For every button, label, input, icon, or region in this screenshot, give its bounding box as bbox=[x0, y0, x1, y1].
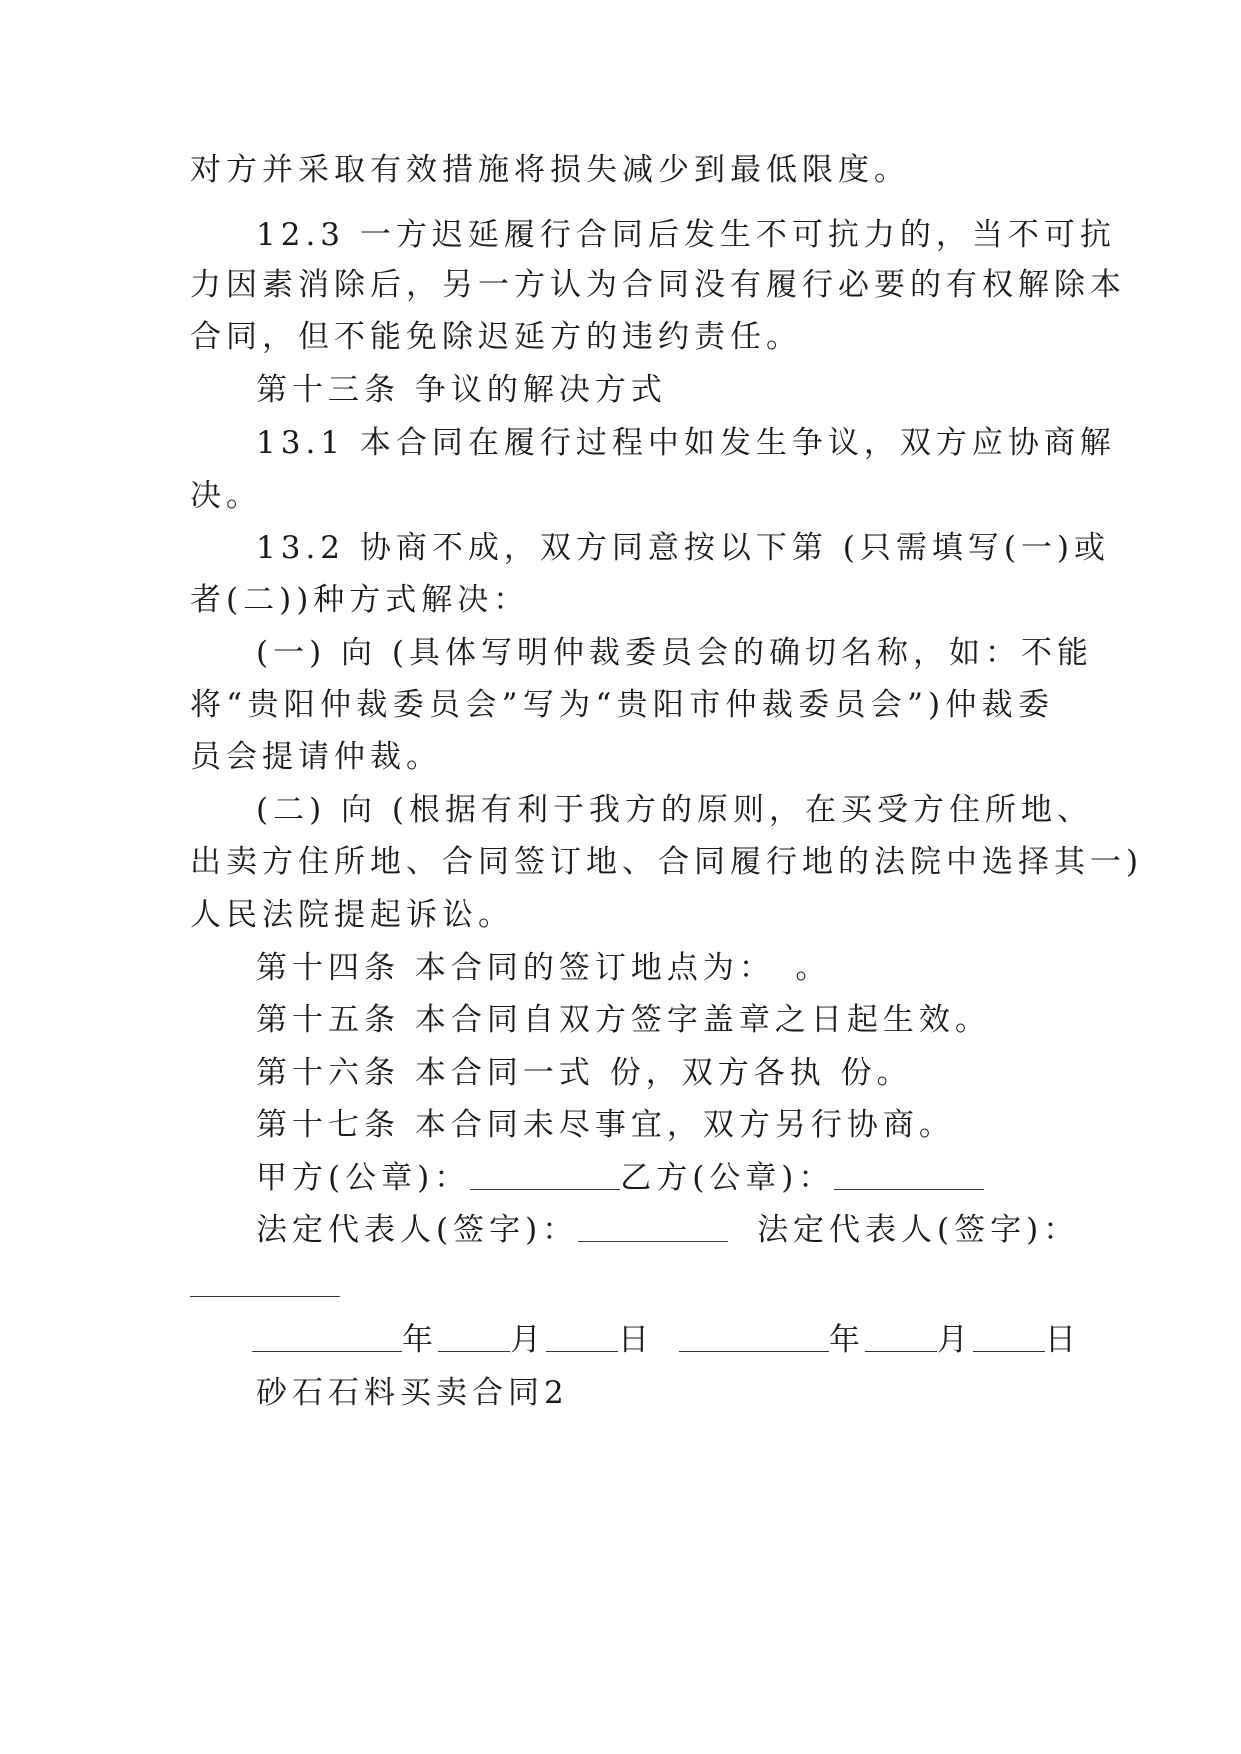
paragraph-line: 人民法院提起诉讼。 bbox=[190, 897, 514, 933]
rep-a-label: 法定代表人(签字)： bbox=[256, 1212, 579, 1248]
party-a-label: 甲方(公章)： bbox=[256, 1160, 471, 1196]
month-blank-a bbox=[438, 1325, 510, 1352]
paragraph-line: 决。 bbox=[190, 478, 262, 514]
month-label: 月 bbox=[936, 1322, 973, 1358]
year-label: 年 bbox=[402, 1322, 438, 1358]
party-b-label: 乙方(公章)： bbox=[620, 1160, 835, 1196]
clause-13-1-line: 13.1 本合同在履行过程中如发生争议，双方应协商解 bbox=[256, 425, 1116, 461]
date-line bbox=[252, 1320, 1081, 1360]
day-blank-a bbox=[546, 1325, 618, 1352]
clause-13-2-line: 13.2 协商不成，双方同意按以下第 (只需填写(一)或 bbox=[256, 530, 1111, 566]
rep-b-blank bbox=[190, 1270, 340, 1297]
rep-b-blank-line bbox=[190, 1265, 340, 1305]
rep-a-blank bbox=[578, 1215, 728, 1242]
rep-b-label: 法定代表人(签字)： bbox=[757, 1212, 1080, 1248]
option-2-line: (二) 向 (根据有利于我方的原则，在买受方住所地、 bbox=[256, 792, 1093, 828]
year-blank-a bbox=[252, 1325, 402, 1352]
article-16-line: 第十六条 本合同一式 份，双方各执 份。 bbox=[256, 1055, 913, 1091]
paragraph-line: 员会提请仲裁。 bbox=[190, 739, 442, 775]
paragraph-line: 合同，但不能免除迟延方的违约责任。 bbox=[190, 319, 802, 355]
party-a-blank bbox=[470, 1163, 620, 1190]
month-label: 月 bbox=[510, 1322, 546, 1358]
paragraph-line: 将“贵阳仲裁委员会”写为“贵阳市仲裁委员会”)仲裁委 bbox=[190, 687, 1054, 723]
clause-12-3-line: 12.3 一方迟延履行合同后发生不可抗力的，当不可抗 bbox=[256, 217, 1116, 253]
paragraph-line: 出卖方住所地、合同签订地、合同履行地的法院中选择其一) bbox=[190, 844, 1144, 880]
month-blank-b bbox=[865, 1325, 937, 1352]
day-label: 日 bbox=[618, 1322, 654, 1358]
article-17-line: 第十七条 本合同未尽事宜，双方另行协商。 bbox=[256, 1107, 955, 1143]
party-seal-line bbox=[256, 1158, 984, 1198]
paragraph-line: 对方并采取有效措施将损失减少到最低限度。 bbox=[190, 152, 910, 188]
representative-line bbox=[256, 1210, 1079, 1250]
party-b-blank bbox=[834, 1163, 984, 1190]
article-14-line: 第十四条 本合同的签订地点为： 。 bbox=[256, 950, 832, 986]
paragraph-line: 者(二))种方式解决： bbox=[190, 582, 530, 618]
year-blank-b bbox=[679, 1325, 829, 1352]
article-15-line: 第十五条 本合同自双方签字盖章之日起生效。 bbox=[256, 1002, 991, 1038]
day-label: 日 bbox=[1044, 1322, 1081, 1358]
article-13-heading: 第十三条 争议的解决方式 bbox=[256, 372, 667, 408]
next-contract-title: 砂石石料买卖合同2 bbox=[256, 1375, 569, 1411]
year-label: 年 bbox=[828, 1322, 865, 1358]
day-blank-b bbox=[973, 1325, 1045, 1352]
paragraph-line: 力因素消除后，另一方认为合同没有履行必要的有权解除本 bbox=[190, 267, 1126, 303]
option-1-line: (一) 向 (具体写明仲裁委员会的确切名称，如：不能 bbox=[256, 635, 1093, 671]
